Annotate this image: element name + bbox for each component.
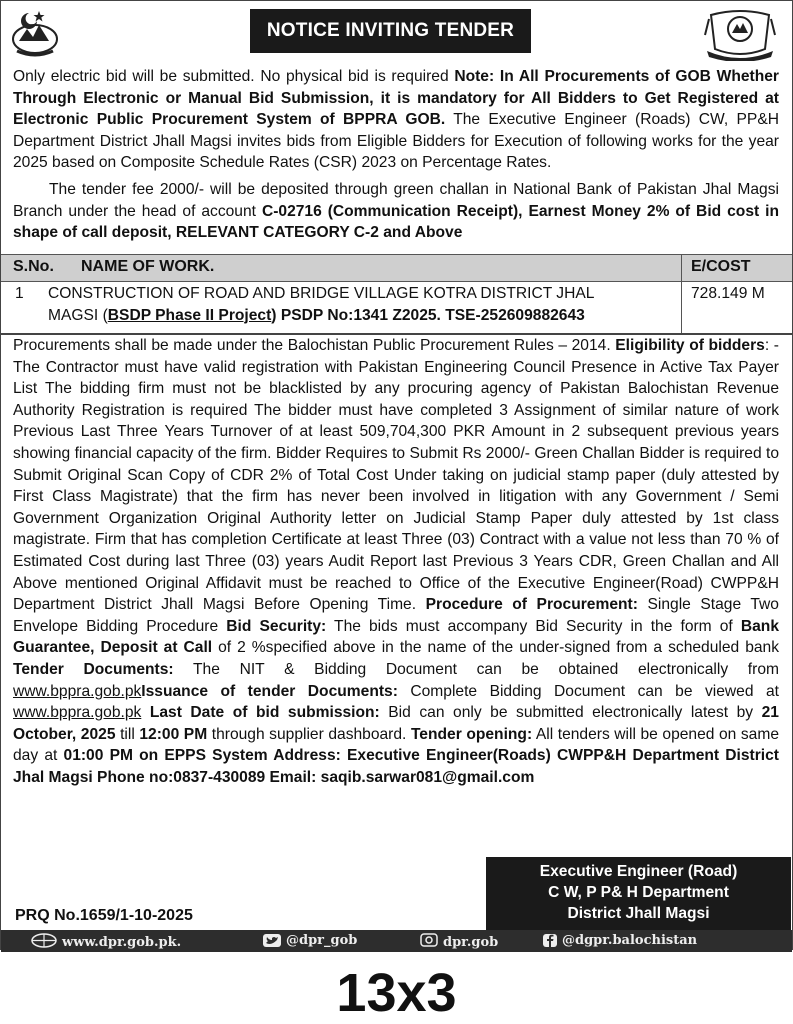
work-name-line-2 <box>48 305 678 327</box>
website-url[interactable]: www.dpr.gob.pk. <box>62 935 182 950</box>
twitter-icon <box>263 934 281 947</box>
ad-size-label: 13x3 <box>336 963 457 1023</box>
work-name-prefix: MAGSI ( <box>48 306 108 324</box>
psdp-number: ) PSDP No:1341 Z2025. TSE-252609882643 <box>271 306 585 324</box>
till-text: till <box>115 725 140 743</box>
tender-documents-heading: Tender Documents: <box>13 660 174 678</box>
column-header-cost: E/COST <box>691 258 751 275</box>
page-title: NOTICE INVITING TENDER <box>250 9 531 53</box>
row-work-name <box>48 283 678 326</box>
intro-text-1: Only electric bid will be submitted. No physical bid is required <box>13 68 455 85</box>
fee-account-details: C-02716 (Communication Receipt), Earnest Money 2% of Bid cost in shape of call deposit, RELEVANT CATEGORY C-2 and Above <box>13 202 779 242</box>
facebook-icon <box>543 934 557 947</box>
issuance-text: Complete Bidding Document can be viewed at <box>397 682 779 700</box>
facebook-handle[interactable]: @dgpr.balochistan <box>562 933 698 948</box>
bid-security-text: The bids must accompany Bid Security in the form of <box>326 617 741 635</box>
eligibility-heading: Eligibility of bidders <box>615 337 765 354</box>
signatory-district: District Jhall Magsi <box>567 905 710 922</box>
last-date-heading: Last Date of bid submission: <box>149 704 380 722</box>
row-sno: 1 <box>15 285 24 302</box>
row-cost: 728.149 M <box>691 285 765 302</box>
footer-twitter <box>263 933 357 948</box>
table-row <box>1 281 792 335</box>
footer-instagram <box>420 933 498 951</box>
last-time-value: 12:00 PM <box>139 725 208 743</box>
balochistan-emblem-logo <box>9 7 61 59</box>
intro-text-2: The Executive Engineer (Roads) CW, PP&H Department District Jhall Magsi invites bids from Eligible Bidders for Execution of following works for the year 2025 based on Composite Schedule Rates (CSR) 2023 on Percentage Rates. <box>13 111 779 172</box>
last-date-value: 21 October, 2025 <box>13 704 779 743</box>
signatory-title: Executive Engineer (Road) <box>539 863 738 880</box>
dashboard-text: through supplier dashboard. <box>207 725 411 743</box>
work-name-line-1: CONSTRUCTION OF ROAD AND BRIDGE VILLAGE KOTRA DISTRICT JHAL <box>48 285 595 302</box>
instagram-icon <box>420 933 438 951</box>
opening-time-and-address: 01:00 PM on EPPS System Address: Executive Engineer(Roads) CWPP&H Department District Jhal Magsi Phone no:0837-430089 Email: saqib.sarwar081@gmail.com <box>13 747 780 786</box>
tender-fee-paragraph <box>13 179 779 244</box>
signature-block <box>486 857 791 937</box>
tender-opening-heading: Tender opening: <box>410 725 533 743</box>
tender-documents-text: The NIT & Bidding Document can be obtained electronically from <box>173 660 779 678</box>
project-name: BSDP Phase II Project <box>107 306 272 324</box>
column-header-sno: S.No. <box>13 258 54 275</box>
intro-paragraph <box>13 66 779 174</box>
instagram-handle[interactable]: dpr.gob <box>443 934 499 950</box>
signatory-department: C W, P P& H Department <box>548 884 729 901</box>
procedure-heading: Procedure of Procurement: <box>425 596 638 614</box>
last-date-text: Bid can only be submitted electronically latest by <box>379 704 762 722</box>
footer-website <box>31 933 181 952</box>
prq-number: PRQ No.1659/1-10-2025 <box>15 907 193 924</box>
footer-facebook <box>543 933 697 948</box>
eligibility-text: : - The Contractor must have valid registration with Pakistan Engineering Council Presence in Active Tax Payer List The bidding firm must not be blacklisted by any procuring agency of Pakistan Balochistan Revenue Authority Registration is required The bidder must have completed 3 Assignment of similar nature of work Previous Last Three Years Turnover of at least 509,704,300 PKR Amount in 2 subsequent previous years showing financial capacity of the firm. Bidder Requires to Submit Rs 2000/- Green Challan Bidder is required to Submit Original Scan Copy of CDR 2% of Total Cost Under taking on judicial stamp paper (duly attested by First Class Magistrate) that the firm has never been involved in litigation with any Government / Semi Government Organization Original Authority letter on Judicial Stamp Paper duly attested by 1st class magistrate. Firm that has completion Certificate at least Three (03) Contract with a value not less than 70 % of Estimated Cost during last Three (03) years Audit Report last Previous 3 Years CDR, Green Challan and All Above mentioned Original Affidavit must be reached to Office of the Executive Engineer(Road) CWPP&H Department District Jhall Magsi Before Opening Time. <box>13 337 779 614</box>
conditions-paragraph <box>13 335 779 788</box>
bppra-link[interactable]: www.bppra.gob.pk <box>13 682 142 700</box>
bid-security-heading: Bid Security: <box>226 617 327 635</box>
twitter-handle[interactable]: @dpr_gob <box>286 933 358 948</box>
bppra-link-2[interactable]: www.bppra.gob.pk <box>13 704 142 722</box>
issuance-heading: Issuance of tender Documents: <box>141 682 398 700</box>
department-seal-logo <box>703 5 777 61</box>
fee-text: The tender fee 2000/- will be deposited through green challan in National Bank of Pakistan Jhal Magsi Branch under the head of account <box>13 181 779 220</box>
globe-icon <box>31 933 57 952</box>
spacer-text <box>141 704 150 721</box>
procedure-text: Single Stage Two Envelope Bidding Procedure <box>13 596 779 635</box>
works-table-header <box>1 254 792 282</box>
intro-note: Note: In All Procurements of GOB Whether Through Electronic or Manual Bid Submission, it is mandatory for All Bidders to Get Registered at Electronic Public Procurement System of BPPRA GOB. <box>13 68 779 129</box>
tender-opening-text: All tenders will be opened on same day at <box>13 725 780 765</box>
bank-guarantee-text: Bank Guarantee, Deposit at Call <box>13 617 779 657</box>
rules-text: Procurements shall be made under the Balochistan Public Procurement Rules – 2014. <box>13 337 616 354</box>
column-header-name: NAME OF WORK. <box>81 258 215 275</box>
table-column-divider <box>681 254 682 333</box>
dpr-footer <box>1 930 792 952</box>
bid-security-text-2: of 2 %specified above in the name of the under-signed from a scheduled bank <box>212 639 780 657</box>
